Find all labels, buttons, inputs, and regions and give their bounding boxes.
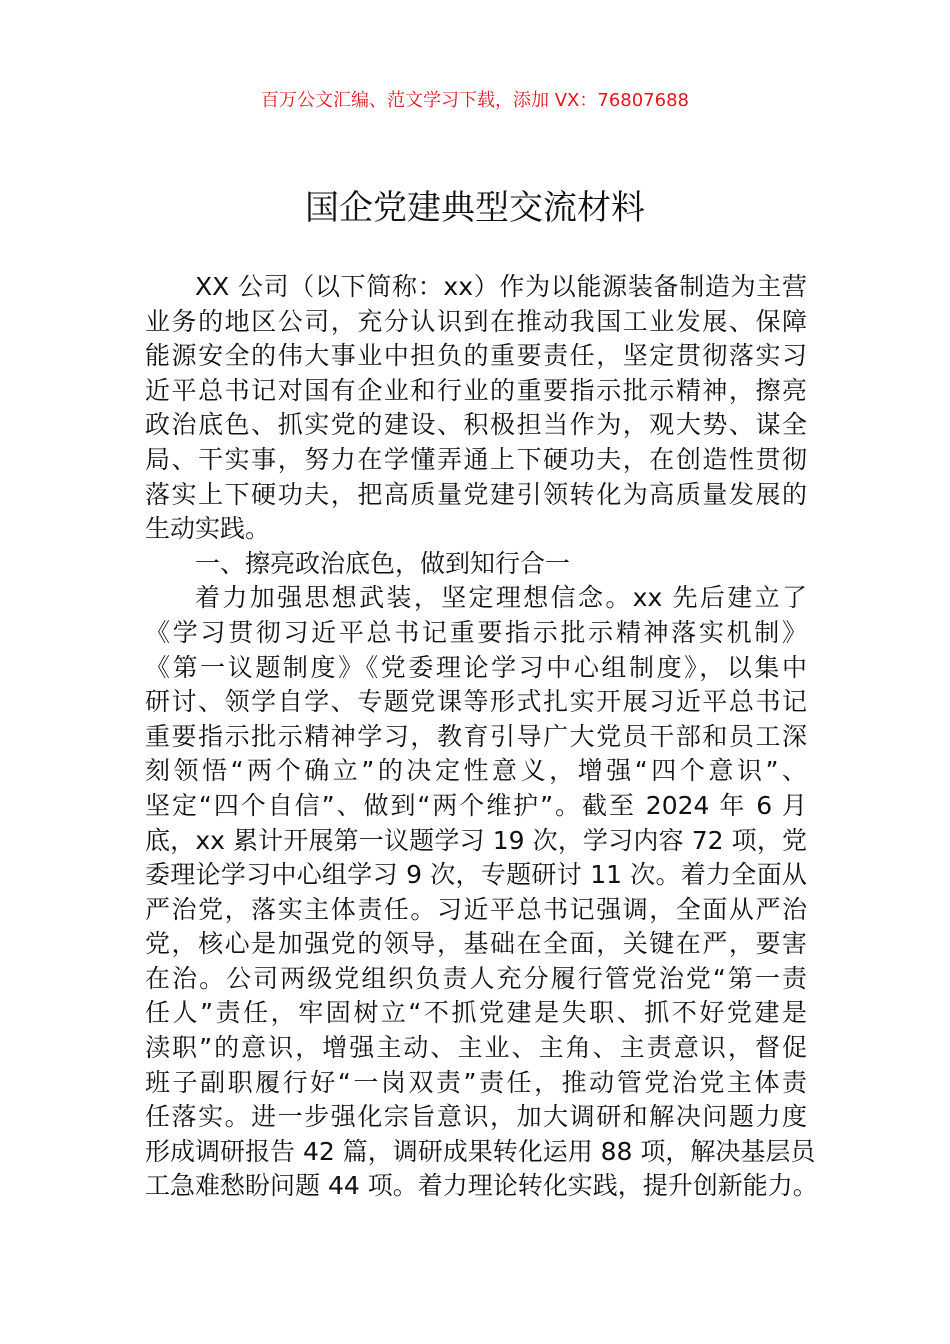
text-line: 近平总书记对国有企业和行业的重要指示批示精神，擦亮	[145, 375, 807, 405]
document-body	[145, 270, 818, 1204]
text-line: 坚定“四个自信”、做到“两个维护”。截至 2024 年 6 月	[145, 790, 807, 820]
text-line: 能源安全的伟大事业中担负的重要责任，坚定贯彻落实习	[145, 341, 807, 371]
text-line: 党，核心是加强党的领导，基础在全面，关键在严，要害	[145, 929, 807, 959]
text-line: 《第一议题制度》《党委理论学习中心组制度》，以集中	[145, 652, 807, 682]
text-line: 《学习贯彻习近平总书记重要指示批示精神落实机制》	[145, 617, 807, 647]
document-title: 国企党建典型交流材料	[305, 188, 645, 228]
text-line: 形成调研报告 42 篇，调研成果转化运用 88 项，解决基层员	[145, 1136, 816, 1166]
text-line: 任落实。进一步强化宗旨意识，加大调研和解决问题力度	[145, 1102, 807, 1132]
watermark-header: 百万公文汇编、范文学习下载，添加 VX：76807688	[261, 90, 689, 111]
text-line: 工急难愁盼问题 44 项。着力理论转化实践，提升创新能力。	[145, 1171, 818, 1201]
section-heading: 一、擦亮政治底色，做到知行合一	[195, 548, 571, 578]
text-line: 重要指示批示精神学习，教育引导广大党员干部和员工深	[145, 721, 807, 751]
text-line: 委理论学习中心组学习 9 次，专题研讨 11 次。着力全面从	[145, 860, 807, 890]
text-line: 业务的地区公司，充分认识到在推动我国工业发展、保障	[145, 306, 807, 336]
text-line: 研讨、领学自学、专题党课等形式扎实开展习近平总书记	[145, 687, 807, 717]
text-line: 任人”责任，牢固树立“不抓党建是失职、抓不好党建是	[145, 998, 807, 1028]
text-line: 渎职”的意识，增强主动、主业、主角、主责意识，督促	[145, 1033, 807, 1063]
text-line: 底，xx 累计开展第一议题学习 19 次，学习内容 72 项，党	[145, 825, 807, 855]
text-line: XX 公司（以下简称：xx）作为以能源装备制造为主营	[195, 272, 807, 301]
text-line: 严治党，落实主体责任。习近平总书记强调，全面从严治	[145, 894, 807, 924]
text-line: 落实上下硬功夫，把高质量党建引领转化为高质量发展的	[145, 479, 807, 509]
text-line: 刻领悟“两个确立”的决定性意义，增强“四个意识”、	[145, 756, 807, 786]
text-line: 在治。公司两级党组织负责人充分履行管党治党“第一责	[145, 963, 807, 993]
text-line: 政治底色、抓实党的建设、积极担当作为，观大势、谋全	[145, 410, 807, 440]
text-line: 生动实践。	[145, 514, 271, 544]
text-line: 着力加强思想武装，坚定理想信念。xx 先后建立了	[195, 583, 807, 613]
text-line: 班子副职履行好“一岗双责”责任，推动管党治党主体责	[145, 1067, 807, 1097]
text-line: 局、干实事，努力在学懂弄通上下硬功夫，在创造性贯彻	[145, 444, 807, 474]
